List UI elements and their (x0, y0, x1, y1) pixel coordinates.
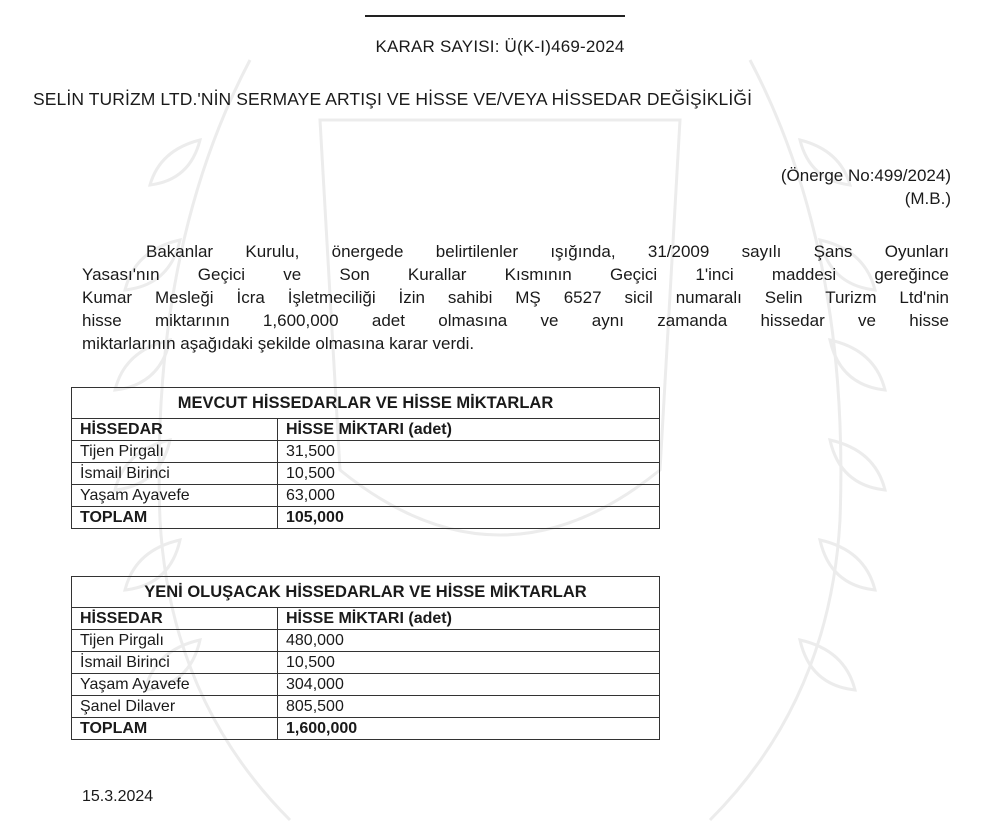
column-header-shareholder: HİSSEDAR (72, 419, 278, 441)
share-amount: 10,500 (278, 652, 660, 674)
table-row (72, 441, 660, 463)
header-rule (365, 15, 625, 17)
document-title: SELİN TURİZM LTD.'NİN SERMAYE ARTIŞI VE HİSSE VE/VEYA HİSSEDAR DEĞİŞİKLİĞİ (33, 89, 753, 109)
total-label: TOPLAM (72, 507, 278, 529)
new-shareholders-table (71, 576, 660, 740)
share-amount: 63,000 (278, 485, 660, 507)
column-header-amount: HİSSE MİKTARI (adet) (278, 608, 660, 630)
paragraph-line: Bakanlar Kurulu, önergede belirtilenler ışığında, 31/2009 sayılı Şans Oyunları (146, 242, 949, 261)
decision-number: KARAR SAYISI: Ü(K-I)469-2024 (375, 37, 625, 56)
table-caption: MEVCUT HİSSEDARLAR VE HİSSE MİKTARLAR (72, 388, 660, 419)
ministry-code: (M.B.) (904, 189, 951, 208)
total-row (72, 507, 660, 529)
paragraph-line: Yasası'nın Geçici ve Son Kurallar Kısmının Geçici 1'inci maddesi gereğince (82, 265, 949, 284)
shareholder-name: Tijen Pirgalı (72, 630, 278, 652)
shareholder-name: Şanel Dilaver (72, 696, 278, 718)
paragraph-line: Kumar Mesleği İcra İşletmeciliği İzin sahibi MŞ 6527 sicil numaralı Selin Turizm Ltd'nin (82, 288, 949, 307)
column-header-shareholder: HİSSEDAR (72, 608, 278, 630)
share-amount: 304,000 (278, 674, 660, 696)
share-amount: 10,500 (278, 463, 660, 485)
share-amount: 805,500 (278, 696, 660, 718)
proposal-number: (Önerge No:499/2024) (780, 166, 951, 185)
share-amount: 31,500 (278, 441, 660, 463)
table-row (72, 696, 660, 718)
shareholder-name: Yaşam Ayavefe (72, 485, 278, 507)
current-shareholders-table (71, 387, 660, 529)
table-row (72, 630, 660, 652)
shareholder-name: İsmail Birinci (72, 652, 278, 674)
decision-paragraph (82, 240, 949, 355)
decision-date: 15.3.2024 (82, 788, 154, 805)
shareholder-name: Yaşam Ayavefe (72, 674, 278, 696)
table-row (72, 463, 660, 485)
table-row (72, 652, 660, 674)
paragraph-line: miktarlarının aşağıdaki şekilde olmasına karar verdi. (82, 334, 475, 353)
shareholder-name: Tijen Pirgalı (72, 441, 278, 463)
total-value: 105,000 (278, 507, 660, 529)
table-row (72, 674, 660, 696)
total-value: 1,600,000 (278, 718, 660, 740)
share-amount: 480,000 (278, 630, 660, 652)
total-label: TOPLAM (72, 718, 278, 740)
column-header-amount: HİSSE MİKTARI (adet) (278, 419, 660, 441)
paragraph-line: hisse miktarının 1,600,000 adet olmasına ve aynı zamanda hissedar ve hisse (82, 311, 949, 330)
shareholder-name: İsmail Birinci (72, 463, 278, 485)
table-caption: YENİ OLUŞACAK HİSSEDARLAR VE HİSSE MİKTARLAR (72, 577, 660, 608)
total-row (72, 718, 660, 740)
table-row (72, 485, 660, 507)
